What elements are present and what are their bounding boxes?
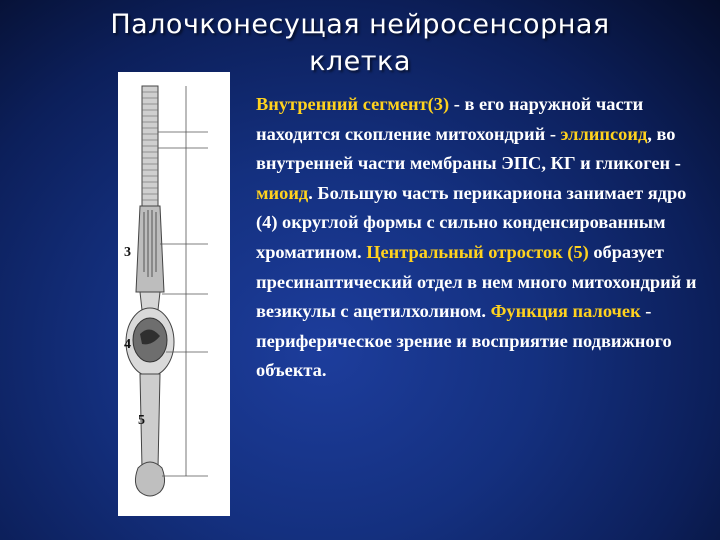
text-part-5: - периферическое зрение и восприятие подвижного объекта.: [256, 301, 672, 381]
slide-title-line2: клетка: [309, 46, 411, 77]
text-part-2: , во внутренней части мембраны ЭПС, КГ и гликоген -: [256, 123, 681, 174]
synaptic-terminal: [135, 462, 164, 496]
highlight-ellipsoid: эллипсоид: [560, 123, 648, 144]
highlight-rod-function: Функция палочек: [490, 301, 641, 322]
rod-cell-diagram: [118, 72, 230, 516]
highlight-myoid: миоид: [256, 182, 309, 203]
label-4: 4: [124, 337, 131, 352]
slide-title: [0, 6, 720, 80]
rod-cell-drawing: [118, 72, 230, 516]
label-3: 3: [124, 245, 131, 260]
slide-title-line1: Палочконесущая нейросенсорная: [110, 9, 610, 40]
text-part-1: - в его наружной части находится скопление митохондрий -: [256, 94, 644, 144]
connecting-neck: [140, 292, 160, 310]
text-part-3: . Большую часть перикариона занимает ядро (4) округлой формы с сильно конденсированным хроматином.: [256, 182, 687, 262]
pointer-lines: [158, 86, 208, 476]
highlight-inner-segment: Внутренний сегмент(3): [256, 94, 450, 114]
inner-segment: [136, 206, 164, 292]
label-5: 5: [138, 413, 145, 428]
description-paragraph: [256, 90, 712, 386]
text-part-4: образует пресинаптический отдел в нем много митохондрий и везикулы с ацетилхолином.: [256, 241, 697, 322]
highlight-central-process: Центральный отросток (5): [366, 241, 589, 262]
